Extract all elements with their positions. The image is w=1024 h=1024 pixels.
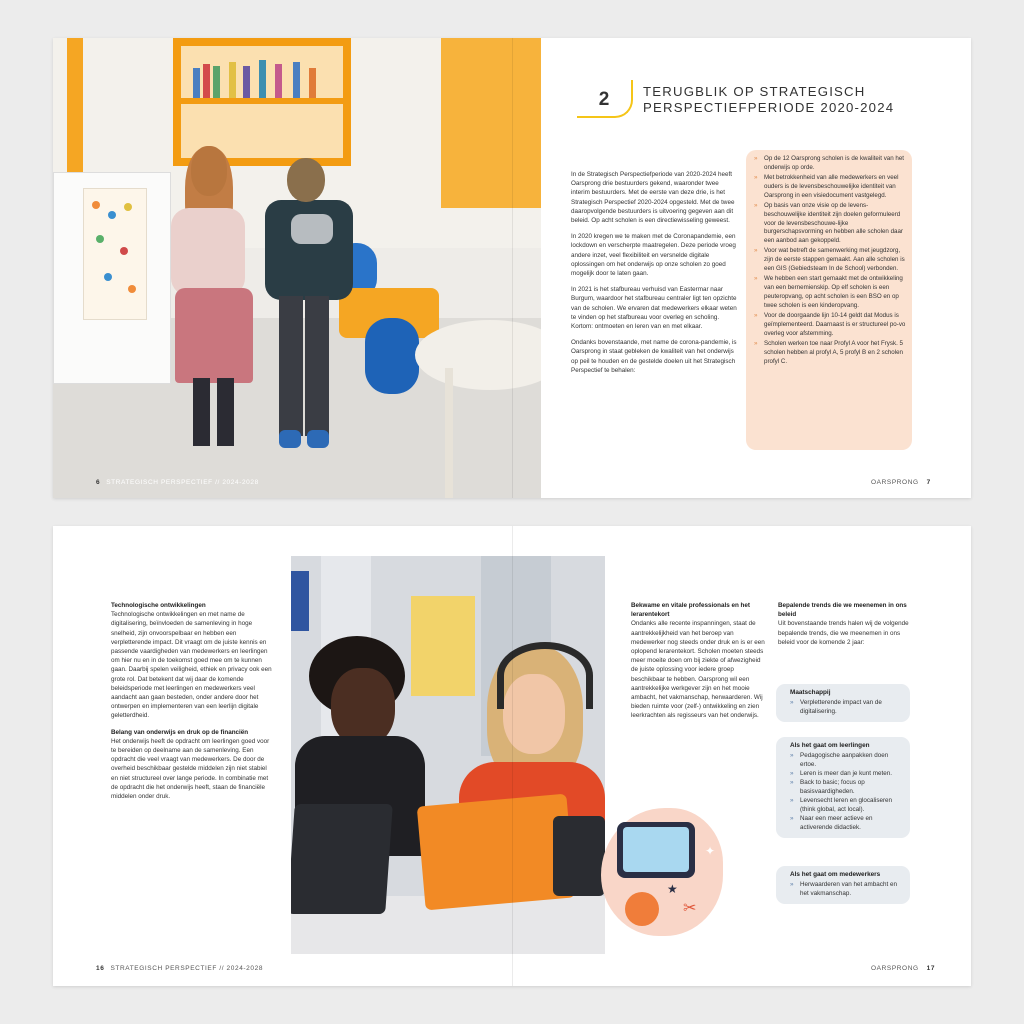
folio-label: STRATEGISCH PERSPECTIEF // 2024-2028 — [106, 479, 259, 486]
star-icon: ★ — [667, 882, 678, 896]
list-item: » Naar een meer actieve en activerende didactiek. — [790, 814, 902, 832]
folio-right — [871, 479, 931, 486]
folio-left — [96, 965, 263, 972]
folio-left — [96, 479, 259, 486]
spread-pages-16-17 — [53, 526, 971, 986]
paragraph: Uit bovenstaande trends halen wij de volgende bepalende trends, die we meenemen in ons beleid voor de komende 2 jaar: — [778, 620, 909, 646]
list-item: » Pedagogische aanpakken doen ertoe. — [790, 751, 902, 769]
page-number: 17 — [926, 965, 936, 972]
trend-box-title: Als het gaat om leerlingen — [790, 742, 870, 749]
intro-text-column — [571, 170, 737, 382]
list-item: » We hebben een start gemaakt met de ontwikkeling van een bernemienskip. Op elf scholen is een peuteropvang, op acht scholen is een BSO en op twee scholen is een kinderopvang. — [754, 275, 908, 310]
trend-list — [790, 880, 902, 898]
chapter-title-line1: TERUGBLIK OP STRATEGISCH — [643, 84, 866, 99]
list-item: » Voor de doorgaande lijn 10-14 geldt dat Modus is geïmplementeerd. Daarnaast is er structureel po-vo overleg voor afstemming. — [754, 312, 908, 338]
trend-box-title: Maatschappij — [790, 689, 831, 696]
trend-list — [790, 751, 902, 832]
page-fold — [512, 38, 513, 498]
list-item: » Op basis van onze visie op de levens-beschouwelijke identiteit zijn doelen geformuleerd voor de levensbeschouwe-lijke burgerschapsvorming en hebben alle scholen daar een aanbod aan gekoppeld. — [754, 202, 908, 246]
paragraph: Ondanks bovenstaande, met name de corona-pandemie, is Oarsprong in staat gebleken de kwaliteit van het onderwijs op peil te houden en de gestelde doelen uit het Strategisch Perspectief te behalen: — [571, 339, 737, 374]
list-item: » Herwaarderen van het ambacht en het vakmanschap. — [790, 880, 902, 898]
paragraph: Ondanks alle recente inspanningen, staat de aantrekkelijkheid van het beroep van medewerker nog steeds onder druk en is er een oplopend lerarentekort. Scholen moeten steeds meer moeite doen om bij ziekte of afwezigheid de juiste oplossing voor iedere groep beschikbaar te hebben. Oarsprong wil een aantrekkelijke werkgever zijn en het mooie ambacht, het vakmanschap, herwaarderen. Wij bieden ruimte voor (zelf-) ontwikkeling en zien leerkrachten als regisseurs van het onderwijs. — [631, 620, 765, 720]
trend-box-maatschappij — [776, 684, 910, 722]
list-item: » Levensecht leren en glocaliseren (think global, act local). — [790, 796, 902, 814]
sparkle-icon: ✦ — [705, 844, 716, 858]
basketball-illustration-icon — [625, 892, 659, 926]
paragraph: In 2021 is het stafbureau verhuisd van Eastermar naar Burgum, waardoor het stafbureau centraler ligt ten opzichte van de scholen. We ervaren dat medewerkers elkaar weten te vinden op het stafbureau voor overleg en scholing. Kortom: ontmoeten en leren van en met elkaar. — [571, 286, 737, 331]
paragraph: In 2020 kregen we te maken met de Coronapandemie, een lockdown en verscherpte maatregelen. Deze periode vroeg andere inzet, veel flexibiliteit en versnelde digitale oplossingen om het onderwijs op onze scholen zo goed mogelijk door te laten gaan. — [571, 233, 736, 278]
folio-right — [871, 965, 935, 972]
photo-students-laptops — [291, 556, 605, 954]
left-text-column — [111, 601, 275, 808]
section-heading: Technologische ontwikkelingen — [111, 602, 206, 609]
chapter-title — [643, 84, 943, 116]
paragraph: In de Strategisch Perspectiefperiode van 2020-2024 heeft Oarsprong drie bestuurders gekend, waaronder twee interim bestuurders. Met de eerste van deze drie, is het Strategisch Perspectief 2020-2024 opgesteld. Met de twee daaropvolgende bestuurders is uitvoering gegeven aan dit beleid. Op acht scholen is een directiewisseling geweest. — [571, 171, 735, 225]
list-item: » Verpletterende impact van de digitalisering. — [790, 698, 902, 716]
tablet-screen-illustration — [623, 827, 689, 872]
trend-box-leerlingen — [776, 737, 910, 838]
folio-label: OARSPRONG — [871, 479, 919, 486]
list-item: » Met betrokkenheid van alle medewerkers en veel ouders is de levensbeschouwelijke identiteit van Oarsprong in een visiedocument vastgelegd. — [754, 174, 908, 200]
section-heading: Bekwame en vitale professionals en het lerarentekort — [631, 602, 750, 619]
list-item: » Leren is meer dan je kunt meten. — [790, 769, 902, 778]
chapter-number: 2 — [598, 89, 610, 110]
list-item: » Scholen werken toe naar Profyl A voor het Frysk. 5 scholen hebben al profyl A, 5 profyl B en 2 scholen profyl C. — [754, 340, 908, 366]
page-fold — [512, 526, 513, 986]
trends-intro-column — [778, 601, 914, 654]
list-item: » Op de 12 Oarsprong scholen is de kwaliteit van het onderwijs op orde. — [754, 155, 908, 173]
chapter-title-line2: PERSPECTIEFPERIODE 2020-2024 — [643, 100, 895, 115]
trend-box-title: Als het gaat om medewerkers — [790, 871, 881, 878]
section-heading: Bepalende trends die we meenemen in ons beleid — [778, 602, 907, 619]
paragraph: Technologische ontwikkelingen en met name de digitalisering, beïnvloeden de samenleving in hoge snelheid, zijn onvoorspelbaar en hebben een verpletterende impact. Dit vraagt om de juiste kennis en passende vaardigheden van medewerkers en leerlingen om hier nu en in de toekomst goed mee om te kunnen gaan. Daarbij spelen veiligheid, ethiek en privacy ook een grote rol. Dat betekent dat wij daar de komende beleidsperiode met leerlingen en medewerkers veel aandacht aan gaan besteden, onder andere door het ontwerpen en implementeren van een leerlijn digitale geletterdheid. — [111, 611, 272, 720]
trend-box-medewerkers — [776, 866, 910, 904]
section-heading: Belang van onderwijs en druk op de financiën — [111, 728, 249, 736]
professionals-text-column — [631, 601, 765, 728]
page-number: 7 — [926, 479, 931, 486]
page-number: 6 — [96, 479, 101, 486]
list-item: » Back to basic; focus op basisvaardigheden. — [790, 778, 902, 796]
folio-label: STRATEGISCH PERSPECTIEF // 2024-2028 — [110, 965, 264, 972]
page-number: 16 — [96, 965, 105, 972]
spread-pages-6-7 — [53, 38, 971, 498]
trend-list — [790, 698, 902, 716]
scissors-icon: ✂ — [683, 900, 697, 917]
achievements-list — [754, 155, 908, 368]
folio-label: OARSPRONG — [871, 965, 919, 972]
paragraph: Het onderwijs heeft de opdracht om leerlingen goed voor te bereiden op deelname aan de samenleving. Een opdracht die veel vraagt van medewerkers. De door de overheid beschikbaar gestelde middelen zijn niet stabiel en niet structureel over lange periode. In combinatie met de opdracht die het onderwijs heeft, staan de financiële middelen onder druk. — [111, 737, 270, 801]
list-item: » Voor wat betreft de samenwerking met jeugdzorg, zijn de eerste stappen gemaakt. Aan alle scholen is een GIS (Gebiedsteam In de School) verbonden. — [754, 247, 908, 273]
photo-children-hallway — [53, 38, 541, 498]
